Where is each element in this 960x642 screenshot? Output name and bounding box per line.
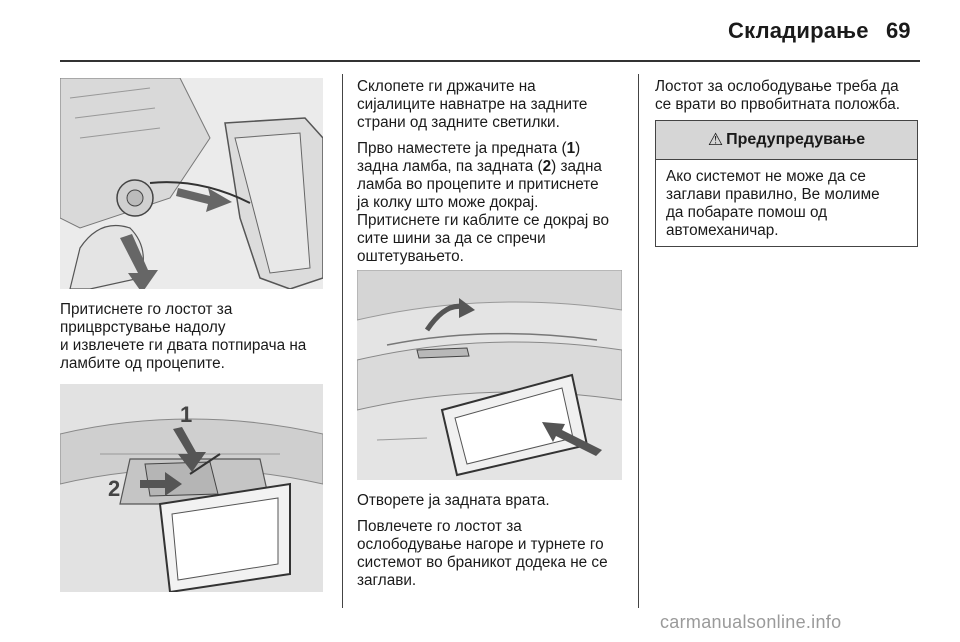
warning-body [666, 168, 909, 240]
text-line: прицврстување надолу [60, 319, 226, 336]
callout-1: 1 [180, 402, 193, 427]
text-segment: Прво наместете ја предната ( [357, 140, 567, 157]
callout-2: 2 [108, 476, 121, 501]
text-line: Притиснете го лостот за [60, 301, 233, 318]
page-header [0, 0, 960, 62]
text-line: оштетувањето. [357, 248, 464, 265]
text-line: Лостот за ослободување треба да [655, 78, 899, 95]
reference-number: 2 [542, 158, 552, 175]
text-line: Склопете ги држачите на [357, 78, 536, 95]
text-line: ослободување нагоре и турнете го [357, 536, 604, 553]
warning-header [656, 121, 917, 160]
text-line: сите шини за да се спречи [357, 230, 546, 247]
text-line: сијалиците навнатре на задните [357, 96, 588, 113]
text-line: се врати во првобитната положба. [655, 96, 900, 113]
warning-title: Предупредување [726, 131, 866, 148]
text-line: автомеханичар. [666, 222, 779, 239]
reference-number: 1 [566, 140, 576, 157]
column2-paragraph-4 [357, 518, 632, 590]
text-line: ламба во процепите и притиснете [357, 176, 599, 193]
text-line: Повлечете го лостот за [357, 518, 522, 535]
column2-paragraph-1 [357, 78, 632, 132]
figure-lamp-holder-release [60, 78, 323, 289]
column3-paragraph [655, 78, 925, 114]
warning-box [655, 120, 918, 247]
text-segment: ) задна [551, 158, 602, 175]
text-line: системот во браникот додека не се [357, 554, 608, 571]
text-segment: ) [575, 140, 581, 157]
text-line: Отворете ја задната врата. [357, 492, 550, 509]
header-rule [60, 60, 920, 62]
text-line: ја колку што може докрај. [357, 194, 539, 211]
text-line: Ако системот не може да се [666, 168, 866, 185]
column2-paragraph-3 [357, 492, 632, 510]
text-line: страни од задните светилки. [357, 114, 560, 131]
text-line: ламбите од процепите. [60, 355, 225, 372]
text-line: заглави. [357, 572, 417, 589]
text-line: да побарате помош од [666, 204, 828, 221]
page-number: 69 [886, 18, 911, 43]
column-divider-right [638, 74, 639, 608]
text-line: и извлечете ги двата потпирача на [60, 337, 307, 354]
warning-triangle-icon: ⚠ [707, 130, 724, 149]
page-title: Складирање [728, 18, 869, 43]
watermark: carmanualsonline.info [660, 612, 842, 632]
text-segment: задна ламба, па задната ( [357, 158, 543, 175]
column1-paragraph [60, 301, 330, 373]
column-divider-left [342, 74, 343, 608]
column2-paragraph-2 [357, 140, 632, 266]
text-line: заглави правилно, Ве молиме [666, 186, 880, 203]
figure-tailgate-system [357, 270, 622, 480]
figure-lamp-insert [60, 384, 323, 592]
text-line: Притиснете ги каблите се докрај во [357, 212, 609, 229]
